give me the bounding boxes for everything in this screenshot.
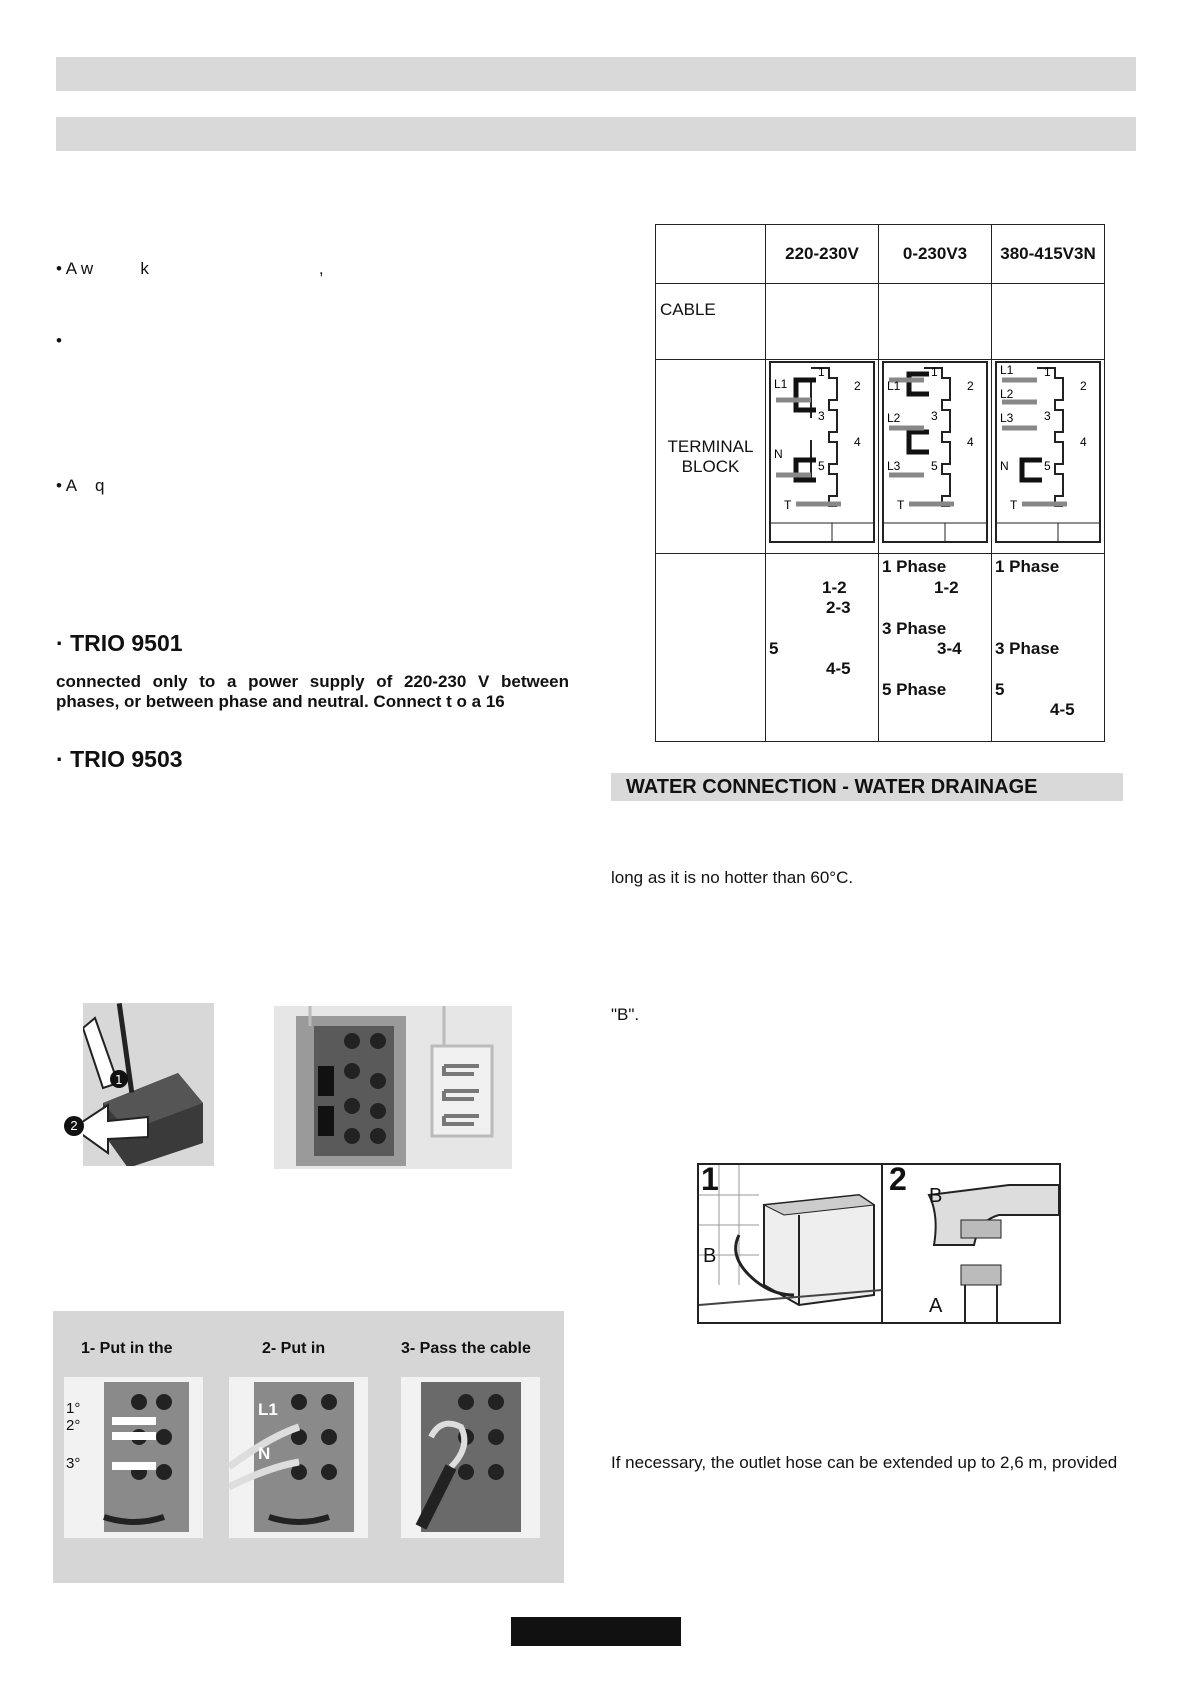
phase-col-1: 1-2 2-3 5 4-5 (766, 554, 879, 742)
terminal-block-illustration (274, 1006, 512, 1169)
step-photo-2 (229, 1377, 368, 1538)
svg-text:3: 3 (1044, 409, 1051, 423)
svg-text:L1: L1 (774, 377, 788, 391)
page-number-box (511, 1617, 681, 1646)
water-section-title: WATER CONNECTION - WATER DRAINAGE (611, 773, 1123, 801)
svg-text:N: N (774, 447, 783, 461)
svg-text:4: 4 (854, 435, 861, 449)
phase-col-3: 1 Phase 3 Phase 5 4-5 (992, 554, 1105, 742)
svg-text:2: 2 (967, 379, 974, 393)
bullet-item-3: • A q (56, 476, 105, 495)
water-line-2: "B". (611, 1005, 640, 1024)
terminal-block-photo (274, 1006, 512, 1169)
step-photo-3 (401, 1377, 540, 1538)
marker-L1: L1 (258, 1400, 278, 1419)
figure-label-b-right: B (929, 1185, 943, 1207)
figure-step-2-label: 2 (889, 1161, 907, 1197)
header-380-415V3N: 380-415V3N (992, 225, 1105, 284)
header-band-2 (56, 117, 1136, 151)
row-label-terminal-block: TERMINAL BLOCK (656, 360, 766, 554)
svg-text:5: 5 (1044, 459, 1051, 473)
model-1-description: connected only to a power supply of 220-230 V between phases, or between phase and neutral. Connect t o a 16 (56, 672, 569, 711)
step-photo-1 (64, 1377, 203, 1538)
terminal-cover-illustration (83, 1003, 214, 1166)
bullet-item-2 (56, 331, 62, 351)
marker-2nd: 2° (66, 1417, 81, 1434)
marker-N: N (258, 1444, 271, 1463)
svg-text:L3: L3 (887, 459, 901, 473)
step-label-3: 3- Pass the cable (401, 1340, 531, 1357)
svg-text:5: 5 (818, 459, 825, 473)
header-0-230V3: 0-230V3 (879, 225, 992, 284)
svg-text:L3: L3 (1000, 411, 1014, 425)
figure-label-a: A (929, 1295, 943, 1317)
svg-text:T: T (784, 498, 792, 512)
marker-3rd: 3° (66, 1455, 81, 1472)
phase-col-2: 1 Phase 1-2 3 Phase 3-4 5 Phase (879, 554, 992, 742)
bullet-dot: • (56, 331, 62, 350)
svg-text:5: 5 (931, 459, 938, 473)
svg-text:T: T (1010, 498, 1018, 512)
svg-text:1: 1 (931, 365, 938, 379)
water-line-1: long as it is no hotter than 60°C. (611, 868, 854, 887)
water-connection-figure (697, 1163, 1061, 1324)
figure-step-1-label: 1 (701, 1161, 719, 1197)
figure-label-b-left: B (703, 1245, 717, 1267)
svg-text:N: N (1000, 459, 1009, 473)
svg-text:1: 1 (1044, 365, 1051, 379)
svg-text:L1: L1 (1000, 363, 1014, 377)
marker-1st: 1° (66, 1400, 81, 1417)
svg-text:1: 1 (818, 365, 825, 379)
arrow-marker-2: 2 (64, 1116, 84, 1136)
header-220-230V: 220-230V (766, 225, 879, 284)
bullet-dot: • (56, 259, 62, 278)
svg-text:L1: L1 (887, 379, 901, 393)
terminal-diagram-1 (766, 360, 879, 554)
terminal-diagram-3 (992, 360, 1105, 554)
svg-text:1: 1 (115, 1073, 123, 1087)
row-label-cable: CABLE (656, 284, 766, 360)
header-band-1 (56, 57, 1136, 91)
step-label-2: 2- Put in (262, 1340, 326, 1357)
svg-text:L2: L2 (1000, 387, 1014, 401)
terminal-cover-photo (83, 1003, 214, 1166)
step-label-1: 1- Put in the (81, 1340, 173, 1357)
wiring-spec-table (655, 224, 1105, 742)
model-heading-2: · TRIO 9503 (56, 746, 183, 772)
svg-text:3: 3 (931, 409, 938, 423)
model-heading-1: · TRIO 9501 (56, 630, 183, 656)
svg-text:3: 3 (818, 409, 825, 423)
svg-text:T: T (897, 498, 905, 512)
bullet-dot: • (56, 476, 62, 495)
svg-text:L2: L2 (887, 411, 901, 425)
svg-text:2: 2 (854, 379, 861, 393)
svg-text:4: 4 (1080, 435, 1087, 449)
bullet-item-1: • A w k , (56, 259, 324, 278)
svg-text:4: 4 (967, 435, 974, 449)
water-line-3: If necessary, the outlet hose can be extended up to 2,6 m, provided (611, 1453, 1118, 1472)
svg-text:2: 2 (1080, 379, 1087, 393)
terminal-diagram-2 (879, 360, 992, 554)
